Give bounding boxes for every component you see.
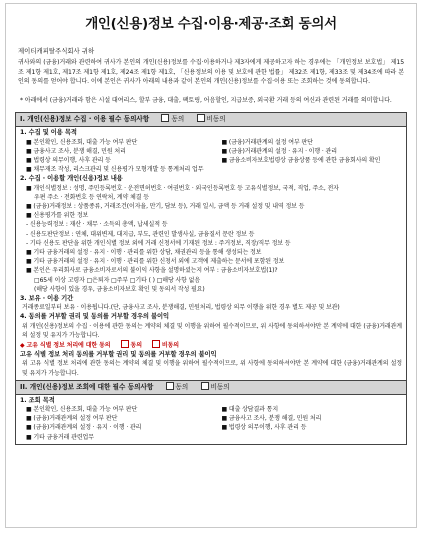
query-purpose-item: ■ 금융사고 조사, 분쟁 해결, 민원 처리 (221, 415, 322, 423)
unique-id-label: ◆ 고유 식별 정보 처리에 대한 동의 (20, 342, 111, 350)
page-title: 개인(신용)정보 수집·이용·제공·조회 동의서 (85, 16, 337, 32)
checkbox-icon[interactable] (166, 382, 174, 390)
purpose-item: ■ (금융)거래관계의 설정 여부 판단 (221, 138, 313, 146)
query-purpose-grid (20, 405, 402, 442)
purpose-item (222, 165, 402, 174)
section1-title: I. 개인(신용)정보 수집 · 이용 필수 동의사항 (20, 115, 150, 124)
info-item: ■ 기타 금융거래의 설정 · 유지 · 이행 · 관리를 위한 신청서 외에 고객에 제출하는 문서에 포함된 정보 (26, 258, 285, 266)
refuse-heading: 4. 동의를 거부할 권리 및 동의를 거부할 경우의 불이익 (20, 313, 169, 321)
section1-content (16, 127, 406, 379)
purpose-item: ■ 법령상 의무이행, 사후 관리 등 (26, 156, 111, 164)
vulnerable-options[interactable]: □65세 이상 고령자 □은퇴자 □주부 □기타 ( ) □해당 사항 없음 (34, 276, 201, 284)
unique-agree-option[interactable]: 동의 (121, 342, 142, 349)
unique-id-consent-row (20, 340, 402, 350)
intro-paragraph: 귀사와의 (금융)거래와 관련하여 귀사가 본인의 개인(신용)정보를 수집·이용하거나 제3자에게 제공하고자 하는 경우에는 「개인정보 보호법」 제15조 제1항 제1호, 제17조 제1항 제1호, 제24조 제1항 제1호, 「신용정보의 이용 및 보호에 관한 법률」 제32조 제1항, 제33조 및 제34조에 따라 본인의 동의를 얻어야 합니다. 이에 본인은 귀사가 아래의 내용과 같이 본인의 개인(신용)정보를 수집·이용 또는 조회하는 것에 동의합니다. (18, 59, 404, 86)
purpose-item: ■ 채무재조 작성, 리스크관리 및 신용평가 모형개발 등 통계처리 업무 (26, 166, 204, 174)
unique-refuse-heading: 고유 식별 정보 처리 동의를 거부할 권리 및 동의를 거부할 경우의 불이익 (20, 351, 217, 359)
checkbox-icon[interactable] (197, 114, 205, 122)
unique-refuse-text: 위 고유 식별 정보 처리에 관한 동의는 계약의 체결 및 이행을 위하여 필수적이므로, 위 사항에 동의하셔야만 본 계약에 대한 (금융)거래관계의 설정 및 유지가 가능합니다. (22, 360, 402, 377)
section2-content (16, 395, 406, 444)
period-heading: 3. 보유 · 이용 기간 (20, 295, 74, 303)
purpose-item: ■ 금융소비자보호법령상 금융상품 등에 관한 금융회사의 확인 (221, 156, 381, 164)
info-item: ■ 신용평가를 위한 정보 (26, 212, 89, 220)
info-item: - 기타 신용도 판단을 위한 개인식별 정보 외에 거래 신청서에 기재된 정보 : 주거정보, 직장/직무 정보 등 (26, 239, 291, 247)
checkbox-icon[interactable] (152, 340, 160, 348)
items-heading: 2. 수집 · 이용할 개인(신용)정보 내용 (20, 175, 123, 183)
section2-agree-option[interactable]: 동의 (166, 383, 189, 391)
info-item: (해당 사항이 있을 경우, 금융소비자보호 확인 및 동의서 작성 필요) (34, 285, 205, 293)
purpose-item: ■ (금융)거래관계의 설정 · 유지 · 이행 · 관리 (221, 147, 337, 155)
query-purpose-item: ■ (금융)거래관계의 설정 여부 판단 (26, 415, 118, 423)
info-item: 우편 주소 · 전화번호 등 연락처, 계약 체결 등 (34, 193, 149, 201)
section2-header (16, 380, 406, 395)
checkbox-icon[interactable] (201, 382, 209, 390)
purpose-grid (20, 138, 402, 175)
consent-form-page (5, 3, 417, 528)
purpose-item: ■ 금융사고 조사, 분쟁 해결, 민원 처리 (26, 147, 126, 155)
checkbox-icon[interactable] (121, 340, 129, 348)
query-purpose-item (222, 433, 402, 442)
info-item: ■ (금융)거래정보 : 상품종류, 거래조건(이자율, 만기, 담보 등), 거래 일시, 금액 등 거래 설정 및 내역 정보 등 (26, 203, 305, 210)
info-item: ■ 개인식별정보 : 성명, 주민등록번호 · 운전면허번호 · 여권번호 · 외국인등록번호 등 고유식별정보, 국적, 직업, 주소, 전자 (26, 184, 339, 192)
consent-form-table (15, 112, 407, 445)
unique-disagree-option[interactable]: 비동의 (152, 342, 179, 349)
section2-disagree-option[interactable]: 비동의 (201, 383, 230, 391)
info-item: - 신용도판단정보 : 연체, 대위변제, 대지급, 부도, 관련인 발생사실, 금융질서 문란 정보 등 (26, 230, 255, 238)
info-item: ■ 기타 금융거래의 설정 · 유지 · 이행 · 관리를 위한 상담, 채권관리 등을 통해 생성되는 정보 (26, 249, 262, 257)
purpose-heading: 1. 수집 및 이용 목적 (20, 129, 77, 137)
checkbox-icon[interactable] (161, 114, 169, 122)
purpose-item: ■ 본인확인, 신용조회, 대출 가능 여부 판단 (26, 138, 138, 146)
query-purpose-item: ■ 대출 상담결과 통지 (221, 406, 279, 414)
refuse-text: 위 개인(신용)정보의 수집 · 이용에 관한 동의는 계약의 체결 및 이행을 위하여 필수적이므로, 위 사항에 동의하셔야만 본 계약에 대한 (금융)거래관계의 설정 및 유지가 가능합니다. (22, 322, 402, 339)
section1-agree-option[interactable]: 동의 (161, 115, 184, 123)
notice-note: * 아래에서 (금융)거래라 함은 시설 대여리스, 할부 금융, 대출, 팩토링, 어음할인, 지급보증, 외국환 거래 등의 여신과 관련된 거래를 의미합니다. (20, 96, 392, 104)
query-purpose-item: ■ 본인확인, 신용조회, 대출 가능 여부 판단 (26, 406, 138, 414)
period-text: 거래종료일부터 보유 · 이용됩니다.(단, 금융사고 조사, 분쟁해결, 민원처리, 법령상 의무 이행을 위한 경우 별도 제공 및 보관) (22, 304, 340, 312)
section1-header (16, 113, 406, 127)
info-item: - 신용능력정보 : 재산 · 채무 · 소득의 총액, 납세실적 등 (26, 221, 168, 229)
section1-disagree-option[interactable]: 비동의 (197, 115, 226, 123)
query-purpose-item: ■ 기타 금융거래 관련업무 (26, 433, 94, 441)
addressee: 제이티캐피탈주식회사 귀하 (18, 47, 95, 55)
section2-title: II. 개인(신용)정보 조회에 대한 필수 동의사항 (20, 382, 154, 391)
info-item: ■ 본인은 우리회사로 금융소비자로서의 불이익 사항을 설명하셨는지 여부 : 금융소비자보호법(1)? (26, 267, 278, 275)
query-purpose-heading: 1. 조회 목적 (20, 396, 55, 404)
query-purpose-item: ■ (금융)거래관계의 설정 · 유지 · 이행 · 관리 (26, 424, 142, 432)
query-purpose-item: ■ 법령상 의무이행, 사후 관리 등 (221, 424, 307, 432)
